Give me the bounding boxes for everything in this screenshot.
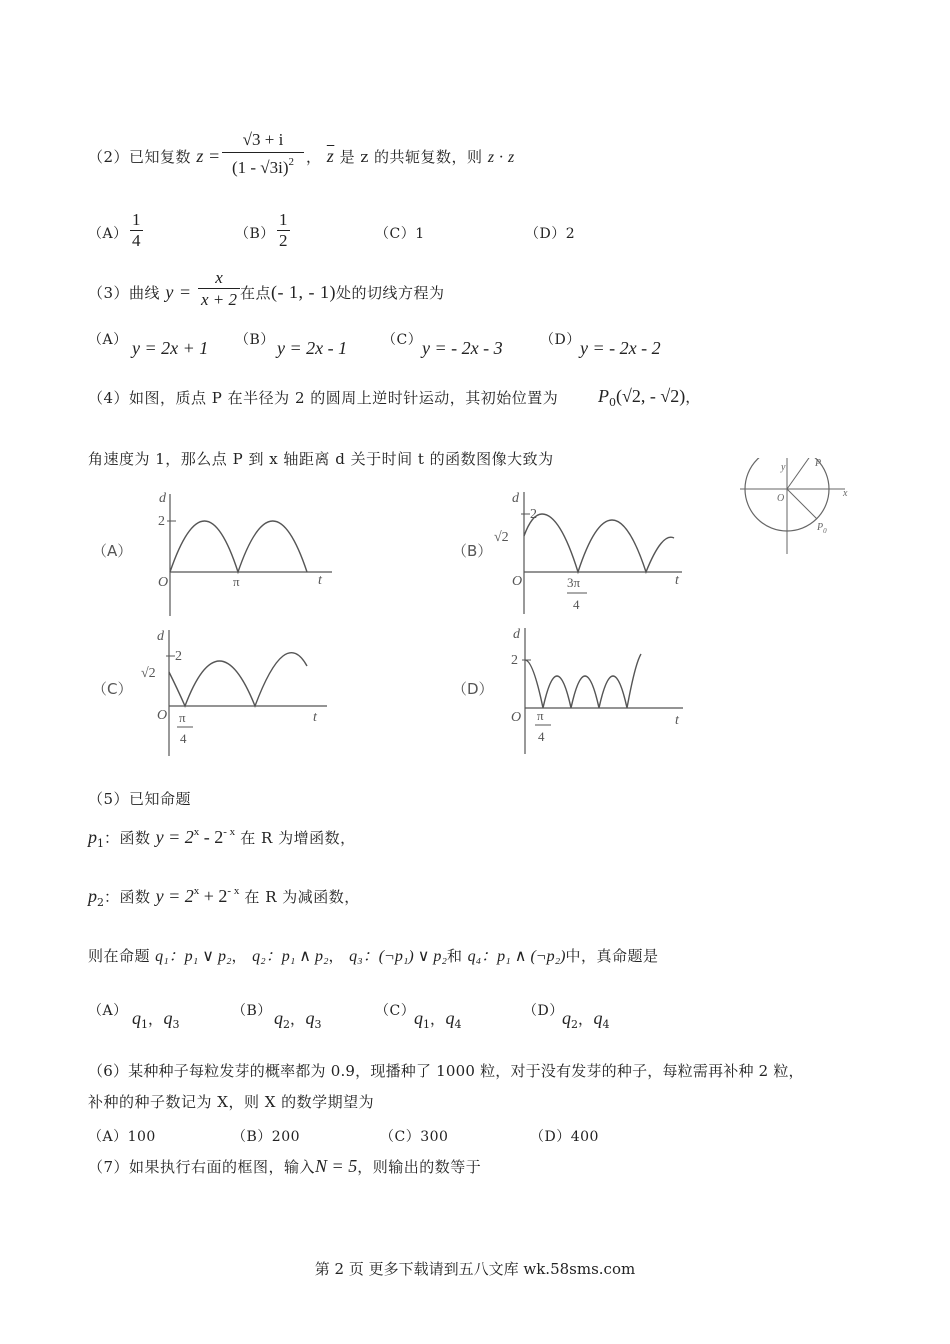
q2-option-d: （D）2 xyxy=(525,226,576,242)
q3-option-c-label: （C） xyxy=(382,332,423,348)
q5-p2-tail: 在 R 为减函数， xyxy=(244,888,360,906)
q2-product: z · z xyxy=(487,149,515,166)
q5-p2-text: ：函数 xyxy=(104,888,151,906)
graph-a-curve xyxy=(170,521,307,572)
circle-origin-label: O xyxy=(777,493,785,504)
q5-option-b-label: （B） xyxy=(232,1003,272,1019)
q2-den-exp: 2 xyxy=(288,156,295,168)
q5-q4-def: q₄：p₁ ∧ (¬p₂) xyxy=(467,948,566,965)
radius-op xyxy=(787,458,811,489)
opt-a: q xyxy=(274,1008,283,1028)
opt-a-sub: 2 xyxy=(283,1018,290,1031)
graph-c-o-label: O xyxy=(157,708,168,723)
opt-a: q xyxy=(562,1008,571,1028)
q4-p0 xyxy=(598,386,701,409)
q4-p0-letter: P xyxy=(598,386,609,406)
q2-tail xyxy=(306,146,515,167)
q6-option-a: （A）100 xyxy=(88,1129,156,1145)
frac-den: 4 xyxy=(132,231,141,250)
graph-a-2-label: 2 xyxy=(158,514,165,529)
q5-p1-tail: 在 R 为增函数， xyxy=(240,829,356,847)
q2-zbar: $\overline{z}$ xyxy=(326,146,335,166)
graph-d-o-label: O xyxy=(511,710,522,725)
q4-line2: 角速度为 1，那么点 P 到 x 轴距离 d 关于时间 t 的函数图像大致为 xyxy=(88,450,554,468)
q5-p1-sub: 1 xyxy=(97,837,104,850)
q3-line xyxy=(88,282,191,303)
graph-a-t-label: t xyxy=(318,573,322,588)
graph-b-2-label: 2 xyxy=(530,507,537,522)
graph-d-tick-num: π xyxy=(537,708,544,723)
circle-p0-label xyxy=(816,522,827,535)
q7-expr: N = 5 xyxy=(315,1156,358,1176)
q3-option-d-expr: y = - 2x - 2 xyxy=(580,338,661,358)
graph-d xyxy=(495,624,690,758)
q3-fraction xyxy=(198,268,240,310)
option-label: （A） xyxy=(88,226,128,242)
circle-p0-letter: P xyxy=(817,522,824,533)
graph-d-label: （D） xyxy=(452,680,494,698)
page-footer: 第 2 页 更多下载请到五八文库 wk.58sms.com xyxy=(314,1260,636,1278)
circle-y-label: y xyxy=(781,462,786,473)
circle-x-label: x xyxy=(843,488,848,499)
q5-p2-expr: y = 2 xyxy=(155,886,194,906)
graph-c-tick-num: π xyxy=(179,710,186,725)
opt-b-sub: 4 xyxy=(602,1018,610,1031)
q5-p1-text: ：函数 xyxy=(104,829,151,847)
option-label: （B） xyxy=(235,226,275,242)
q6-option-c: （C）300 xyxy=(380,1129,449,1145)
q5-line3-mid: 和 xyxy=(447,947,463,965)
opt-b: q xyxy=(593,1008,603,1028)
q5-option-d-label: （D） xyxy=(523,1003,564,1019)
q5-option-c-label: （C） xyxy=(375,1003,416,1019)
q5-p1-sup2: - x xyxy=(223,826,236,838)
graph-c-label: （C） xyxy=(92,680,133,698)
q7-line xyxy=(88,1156,481,1177)
q2-option-a-frac xyxy=(130,210,143,251)
q5-q3-def: q₃：(¬p₁) ∨ p₂ xyxy=(349,948,447,965)
q2-option-b-frac xyxy=(277,210,290,251)
opt-a: q xyxy=(132,1008,141,1028)
q5-q1-def: q₁：p₁ ∨ p₂ xyxy=(155,948,232,965)
opt-b-sub: 3 xyxy=(314,1018,322,1031)
graph-d-curve xyxy=(525,654,641,708)
q7-tail: ，则输出的数等于 xyxy=(357,1158,482,1176)
opt-a: q xyxy=(414,1008,423,1028)
graph-a-pi-label: π xyxy=(233,574,240,589)
graph-b xyxy=(490,488,690,620)
q3-label: （3）曲线 xyxy=(88,284,161,302)
graph-a-o-label: O xyxy=(158,575,169,590)
q3-option-a-label: （A） xyxy=(88,332,128,348)
opt-a-sub: 1 xyxy=(423,1018,430,1031)
q5-line3-head: 则在命题 xyxy=(88,947,151,965)
graph-b-tick-den: 4 xyxy=(573,597,580,612)
graph-b-label: （B） xyxy=(452,542,493,560)
frac-num: 1 xyxy=(132,210,141,229)
graph-c xyxy=(135,626,335,760)
q5-line3: 则在命题 q₁：p₁ ∨ p₂， q₂：p₁ ∧ p₂， q₃：(¬p₁) ∨ p₂和 q₄：p₁ ∧ (¬p₂)中，真命题是 xyxy=(88,947,659,965)
q2-label: （2）已知复数 xyxy=(88,148,192,166)
graph-d-t-label: t xyxy=(675,713,679,728)
q3-option-b-expr: y = 2x - 1 xyxy=(277,338,348,358)
q2-option-c: （C）1 xyxy=(375,226,425,242)
q3-option-c-expr: y = - 2x - 3 xyxy=(422,338,503,358)
graph-a xyxy=(150,490,340,620)
q5-p1-sup: x xyxy=(193,826,200,838)
graph-c-d-label: d xyxy=(157,629,164,644)
q6-option-b: （B）200 xyxy=(232,1129,301,1145)
q3-mid: 在点 xyxy=(240,284,272,302)
graph-d-tick-den: 4 xyxy=(538,729,545,744)
q5-line3-tail: 中，真命题是 xyxy=(565,947,659,965)
q2-num: √3 + i xyxy=(222,130,304,153)
q5-p1-mid: - 2 xyxy=(199,827,224,847)
q4-p0-comma: ， xyxy=(685,388,701,406)
q5-p1-line xyxy=(88,826,356,850)
radius-op0 xyxy=(787,489,817,519)
graph-b-curve xyxy=(524,514,674,572)
opt-b: q xyxy=(445,1008,455,1028)
q2-eq: = xyxy=(209,146,220,166)
q4-p0-sub: 0 xyxy=(609,396,616,409)
graph-b-d-label: d xyxy=(512,491,519,506)
q2-den: (1 - √3i) xyxy=(231,158,289,177)
q2-z: z xyxy=(196,146,204,166)
frac-den: 2 xyxy=(279,231,288,250)
graph-c-curve xyxy=(169,653,307,706)
q2-option-a xyxy=(88,223,128,243)
frac-num: x xyxy=(198,268,240,289)
q6-line1: （6）某种种子每粒发芽的概率都为 0.9，现播种了 1000 粒，对于没有发芽的种子，每粒需再补种 2 粒， xyxy=(88,1062,804,1080)
opt-b: q xyxy=(163,1008,173,1028)
q5-p2-sup: x xyxy=(193,885,200,897)
q4-line1: （4）如图，质点 P 在半径为 2 的圆周上逆时针运动，其初始位置为 xyxy=(88,389,559,407)
circle-p0-sub: 0 xyxy=(823,527,827,535)
q5-p1: p xyxy=(88,827,97,847)
graph-c-root2-label: √2 xyxy=(141,666,156,681)
q3-tail xyxy=(240,282,445,303)
opt-a-sub: 2 xyxy=(571,1018,578,1031)
q3-option-a-expr: y = 2x + 1 xyxy=(132,338,209,358)
graph-d-2-label: 2 xyxy=(511,653,518,668)
q5-p2-mid: + 2 xyxy=(199,886,228,906)
opt-b: q xyxy=(305,1008,315,1028)
q5-p2-sup2: - x xyxy=(227,885,240,897)
q3-option-d-label: （D） xyxy=(540,332,581,348)
q5-label: （5）已知命题 xyxy=(88,790,192,808)
q3-option-b-label: （B） xyxy=(235,332,275,348)
q5-option-b-expr: $q_2$，$q_3$ xyxy=(274,1008,322,1031)
q5-option-c-expr: $q_1$，$q_4$ xyxy=(414,1008,462,1031)
graph-a-d-label: d xyxy=(159,491,166,506)
graph-b-t-label: t xyxy=(675,573,679,588)
q5-p2-line xyxy=(88,885,360,909)
frac-num: 1 xyxy=(279,210,288,229)
q5-p2: p xyxy=(88,886,97,906)
graph-c-t-label: t xyxy=(313,710,317,725)
graph-b-tick-num: 3π xyxy=(567,575,581,590)
q5-option-a-label: （A） xyxy=(88,1003,128,1019)
q6-option-d: （D）400 xyxy=(530,1129,599,1145)
q4-p0-coord: (√2, - √2) xyxy=(616,386,686,406)
q3-point: (- 1, - 1) xyxy=(271,282,336,302)
q2-text2: 是 z 的共轭复数，则 xyxy=(339,148,483,166)
graph-c-tick-den: 4 xyxy=(180,731,187,746)
q3-tail-text: 处的切线方程为 xyxy=(336,284,445,302)
q5-p1-expr: y = 2 xyxy=(155,827,194,847)
q6-line2: 补种的种子数记为 X，则 X 的数学期望为 xyxy=(88,1093,375,1111)
q4-circle-figure xyxy=(735,458,855,558)
graph-a-label: （A） xyxy=(92,542,133,560)
graph-b-root2-label: √2 xyxy=(494,530,509,545)
q5-option-a-expr: $q_1$，$q_3$ xyxy=(132,1008,180,1031)
q2-option-b xyxy=(235,223,275,243)
opt-b-sub: 4 xyxy=(454,1018,462,1031)
graph-b-o-label: O xyxy=(512,574,523,589)
frac-den: x + 2 xyxy=(201,290,238,309)
q5-p2-sub: 2 xyxy=(97,896,104,909)
q2-fraction xyxy=(222,130,304,178)
q5-q2-def: q₂：p₁ ∧ p₂ xyxy=(252,948,329,965)
q5-option-d-expr: $q_2$，$q_4$ xyxy=(562,1008,610,1031)
graph-c-2-label: 2 xyxy=(175,649,182,664)
opt-b-sub: 3 xyxy=(172,1018,180,1031)
q2-line xyxy=(88,146,220,167)
graph-d-d-label: d xyxy=(513,627,520,642)
circle-p-label: P xyxy=(815,458,822,469)
q7-head: （7）如果执行右面的框图，输入 xyxy=(88,1158,316,1176)
q3-lhs: y = xyxy=(165,282,192,302)
opt-a-sub: 1 xyxy=(141,1018,148,1031)
q2-comma: ， xyxy=(306,148,322,166)
